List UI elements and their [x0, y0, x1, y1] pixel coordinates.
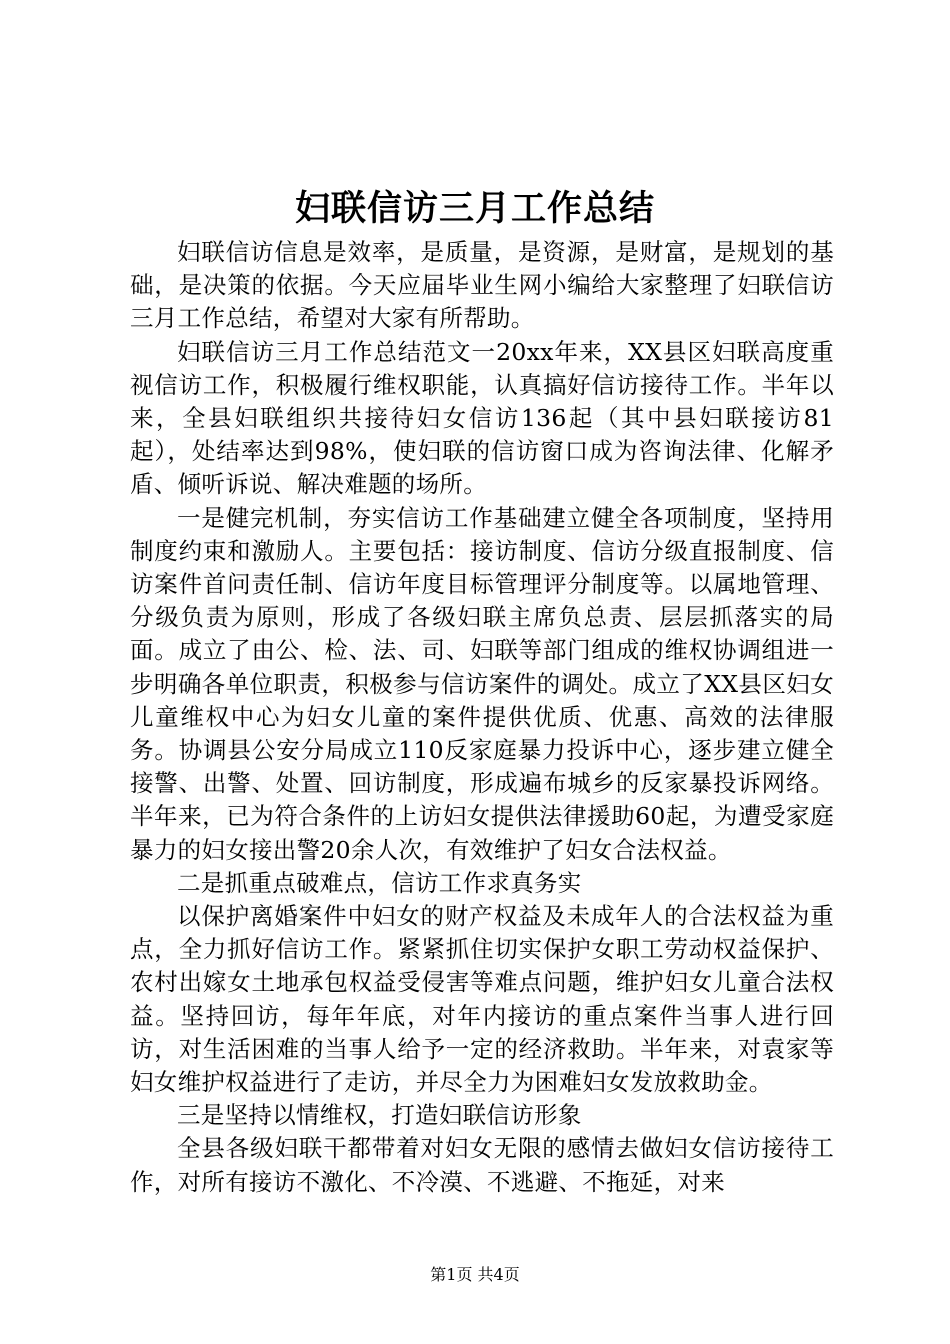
- paragraph-summary: 妇联信访三月工作总结范文一20xx年来，XX县区妇联高度重视信访工作，积极履行维权职能，认真搞好信访接待工作。半年以来，全县妇联组织共接待妇女信访136起（其中县妇联接访81起），处结率达到98%，使妇联的信访窗口成为咨询法律、化解矛盾、倾听诉说、解决难题的场所。: [130, 337, 834, 499]
- page-footer: 第1页 共4页: [430, 1265, 520, 1284]
- paragraph-heading-2: 二是抓重点破难点，信访工作求真务实: [177, 868, 582, 897]
- document-title: 妇联信访三月工作总结: [294, 188, 655, 229]
- paragraph-emotion: 全县各级妇联干都带着对妇女无限的感情去做妇女信访接待工作，对所有接访不激化、不冷漠、不逃避、不拖延，对来: [130, 1134, 834, 1196]
- document-body: [130, 236, 834, 1199]
- paragraph-key-points: 以保护离婚案件中妇女的财产权益及未成年人的合法权益为重点，全力抓好信访工作。紧紧抓住切实保护女职工劳动权益保护、农村出嫁女土地承包权益受侵害等难点问题，维护妇女儿童合法权益。坚持回访，每年年底，对年内接访的重点案件当事人进行回访，对生活困难的当事人给予一定的经济救助。半年来，对袁家等妇女维护权益进行了走访，并尽全力为困难妇女发放救助金。: [130, 902, 834, 1097]
- paragraph-intro: 妇联信访信息是效率，是质量，是资源，是财富，是规划的基础，是决策的依据。今天应届毕业生网小编给大家整理了妇联信访三月工作总结，希望对大家有所帮助。: [130, 238, 834, 333]
- paragraph-mechanism: 一是健完机制，夯实信访工作基础建立健全各项制度，坚持用制度约束和激励人。主要包括：接访制度、信访分级直报制度、信访案件首问责任制、信访年度目标管理评分制度等。以属地管理、分级负责为原则，形成了各级妇联主席负总责、层层抓落实的局面。成立了由公、检、法、司、妇联等部门组成的维权协调组进一步明确各单位职责，积极参与信访案件的调处。成立了XX县区妇女儿童维权中心为妇女儿童的案件提供优质、优惠、高效的法律服务。协调县公安分局成立110反家庭暴力投诉中心，逐步建立健全接警、出警、处置、回访制度，形成遍布城乡的反家暴投诉网络。半年来，已为符合条件的上访妇女提供法律援助60起，为遭受家庭暴力的妇女接出警20余人次，有效维护了妇女合法权益。: [130, 503, 834, 864]
- paragraph-heading-3: 三是坚持以情维权，打造妇联信访形象: [177, 1101, 582, 1130]
